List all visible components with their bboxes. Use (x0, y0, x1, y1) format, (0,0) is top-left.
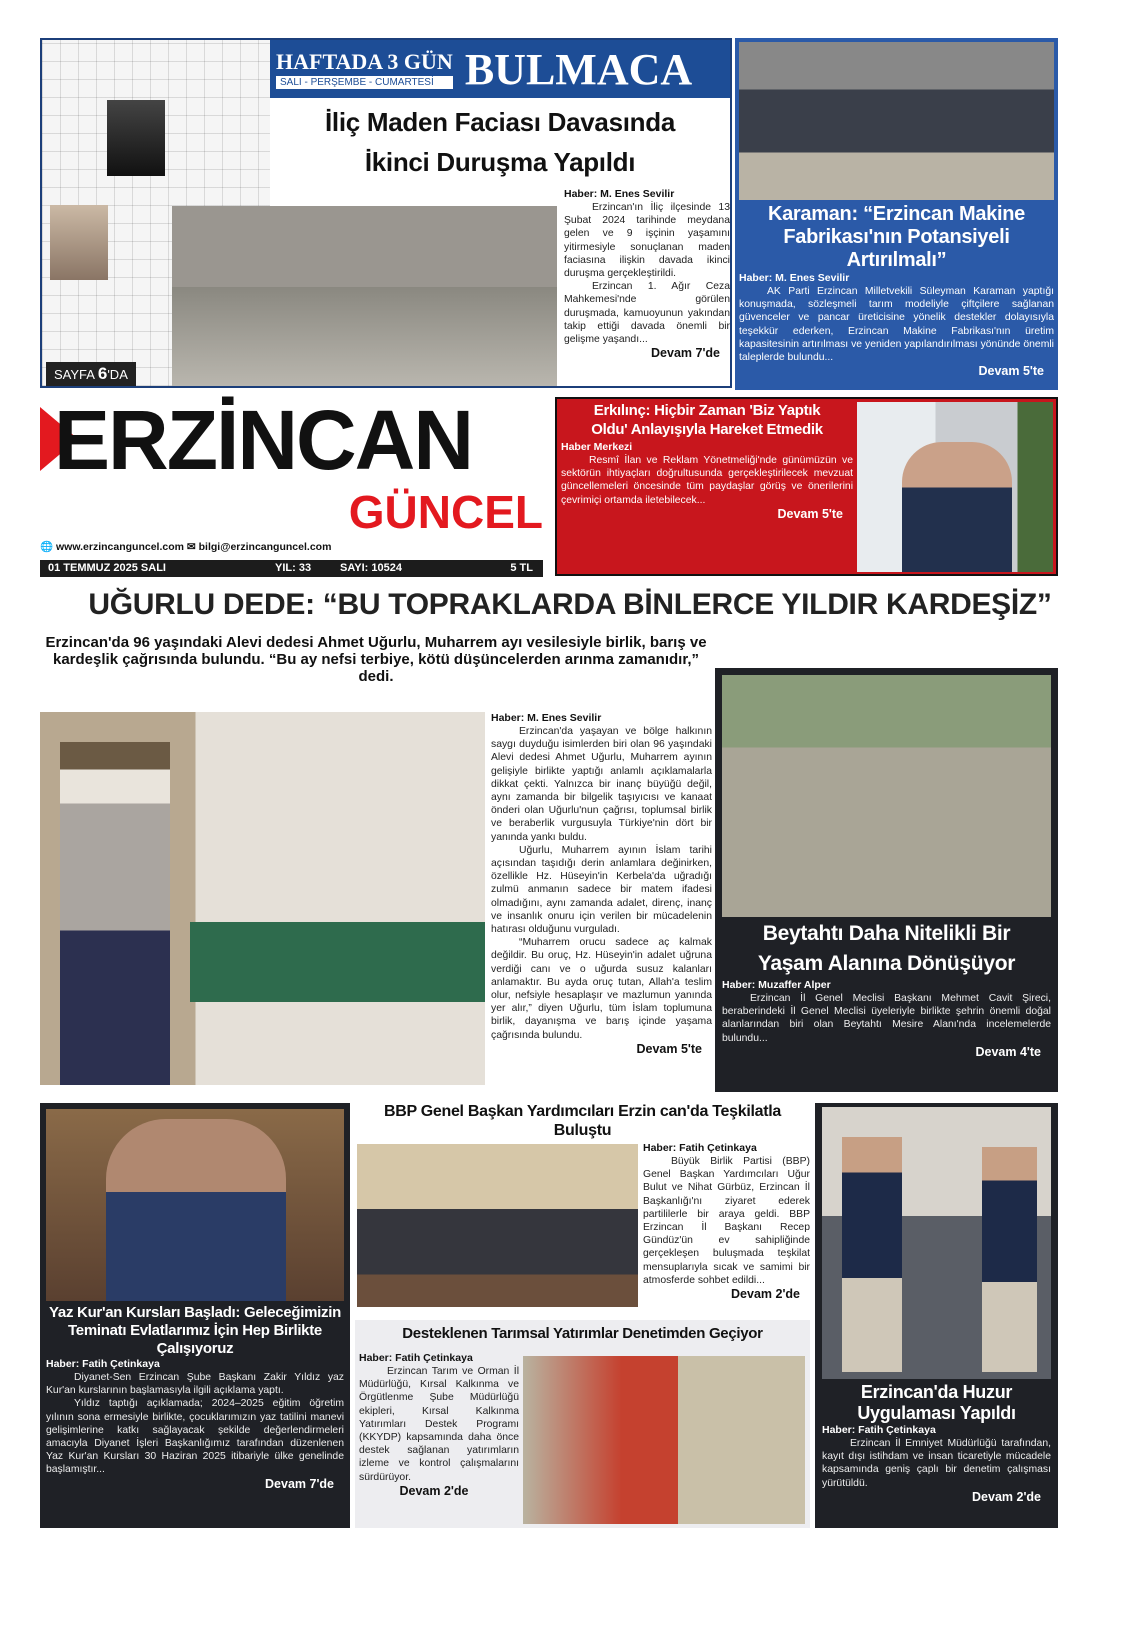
erkilinc-photo (857, 402, 1053, 572)
continue-link[interactable]: Devam 7'de (265, 1476, 334, 1491)
continue-link[interactable]: Devam 7'de (651, 346, 720, 361)
masthead (40, 395, 545, 555)
main-lead: Erzincan'da 96 yaşındaki Alevi dedesi Ahmet Uğurlu, Muharrem ayı vesilesiyle birlik, barış ve kardeşlik çağrısında bulundu. “Bu ay nefsi terbiye, kötü düşüncelerden arınma zamanıdır,” dedi. (45, 634, 707, 685)
continue-link[interactable]: Devam 5'te (777, 506, 843, 521)
byline: Haber: M. Enes Sevilir (564, 188, 675, 200)
karaman-headline: Karaman: “Erzincan Makine Fabrikası'nın Potansiyeli Artırılmalı” (767, 203, 1026, 271)
table-cloth (190, 922, 485, 1002)
karaman-story (735, 38, 1058, 390)
byline: Haber: M. Enes Sevilir (491, 712, 602, 724)
officer-figure (982, 1147, 1037, 1372)
kuran-photo (46, 1109, 344, 1301)
officer-figure (842, 1137, 902, 1372)
globe-icon: 🌐 (40, 541, 54, 553)
page-ref-label: SAYFA 6'DA (46, 362, 136, 386)
continue-link[interactable]: Devam 2'de (731, 1287, 800, 1302)
person-figure (902, 442, 1012, 572)
continue-link[interactable]: Devam 5'te (978, 364, 1044, 379)
byline: Haber Merkezi (561, 441, 633, 453)
issue-number: SAYI: 10524 (340, 562, 402, 574)
continue-link[interactable]: Devam 2'de (972, 1489, 1041, 1504)
bbp-photo (357, 1144, 638, 1307)
date-bar (40, 560, 543, 577)
main-headline: UĞURLU DEDE: “BU TOPRAKLARDA BİNLERCE YILDIR KARDEŞİZ” (88, 588, 1052, 621)
byline: Haber: Muzaffer Alper (722, 979, 831, 991)
main-photo (40, 712, 485, 1085)
ilic-photo (172, 206, 557, 386)
issue-year: YIL: 33 (275, 562, 312, 574)
bbp-headline: BBP Genel Başkan Yardımcıları Erzin can'da Teşkilatla Buluştu (384, 1103, 781, 1139)
erkilinc-story (555, 397, 1058, 576)
karaman-photo (739, 42, 1054, 200)
byline: Haber: Fatih Çetinkaya (46, 1358, 160, 1370)
paragraph: “Muharrem orucu sadece aç kalmak değildir. Bu oruç, Hz. Hüseyin'in adalet uğruna verdiği canı ve o uğurda susuz kalanları anlamaktır. Bu ayda oruç tutan, Allah'a teslim olur, nefsiyle hesaplaşır ve mazlumun yanında yer alır,” diyen Uğurlu, tüm İslam toplumuna birlik, dayanışma ve barış içinde yaşama çağrısında bulundu. (491, 937, 712, 1041)
banner-days: SALI - PERŞEMBE - CUMARTESİ (276, 76, 453, 89)
huzur-headline: Erzincan'da Huzur Uygulaması Yapıldı (857, 1382, 1016, 1423)
website-link[interactable]: www.erzincanguncel.com (56, 541, 184, 553)
ilic-story (40, 38, 732, 388)
person-figure (106, 1119, 286, 1301)
tarim-story (355, 1320, 810, 1528)
paragraph: Diyanet-Sen Erzincan Şube Başkanı Zakir Yıldız yaz Kur'an kurslarının başlamasıyla ilgili açıklama yaptı. (46, 1372, 344, 1397)
issue-date: 01 TEMMUZ 2025 SALI (48, 562, 166, 574)
banner-top: HAFTADA 3 GÜN (276, 48, 453, 74)
paragraph: Erzincan 1. Ağır Ceza Mahkemesi'nde görülen duruşmada, kamuoyunun yakından takip ettiği davada önemli bir gelişme yaşandı... (564, 281, 730, 346)
tarim-headline: Desteklenen Tarımsal Yatırımlar Denetimden Geçiyor (402, 1325, 763, 1342)
continue-link[interactable]: Devam 4'te (975, 1044, 1041, 1059)
paragraph: Erzincan İl Genel Meclisi Başkanı Mehmet Cavit Şireci, beraberindeki İl Genel Meclisi üyeleriyle birlikte şehrin önemli doğal alanlarından biri olan Beytahtı Mesire Alanı'nda incelemelerde bulundu... (722, 993, 1051, 1044)
tarim-photo (523, 1356, 805, 1524)
portrait-photo (107, 100, 165, 176)
paragraph: Erzincan'da yaşayan ve bölge halkının saygı duyduğu isimlerden biri olan 96 yaşındaki Alevi dedesi Ahmet Uğurlu, Muharrem ayının gelişiyle birlikte yaptığı anlamlı açıklamalarla dikkat çekti. Yalnızca bir inanç büyüğü değil, aynı zamanda bir bilgelik taşıyıcısı ve kanaat önderi olan Uğurlu'nun çağrısı, toplumsal birlik ve beraberlik vurgusuyla Türkiye'nin dört bir yanında yankı buldu. (491, 726, 712, 843)
logo-guncel: GÜNCEL (348, 486, 543, 538)
paragraph: AK Parti Erzincan Milletvekili Süleyman Karaman yaptığı konuşmada, sözleşmeli tarım modeliyle çiftçilere sağlanan güvenceler ve pancar üreticisine yönelik destekler dolayısıyla teşekkür ederken, Erzincan Makine Fabrikası'nın üretim kapasitesinin artırılması ve yeniden yapılandırılması yönünde önemli taleplerde bulundu... (739, 286, 1054, 364)
byline: Haber: Fatih Çetinkaya (643, 1142, 757, 1154)
paragraph: Erzincan İl Emniyet Müdürlüğü tarafından, kayıt dışı istihdam ve insan ticaretiyle mücadele kapsamında geniş çaplı bir denetim çalışması yürütüldü. (822, 1438, 1051, 1489)
beytahti-headline: Beytahtı Daha Nitelikli Bir Yaşam Alanına Dönüşüyor (757, 922, 1016, 975)
email-icon: ✉ (186, 541, 196, 553)
issue-price: 5 TL (510, 562, 533, 574)
banner-title: BULMACA (464, 44, 693, 94)
huzur-story (815, 1103, 1058, 1528)
kuran-story (40, 1103, 350, 1528)
paragraph: Erzincan Tarım ve Orman İl Müdürlüğü, Kırsal Kalkınma ve Örgütlenme Şube Müdürlüğü ekipleri, Kırsal Kalkınma Yatırımları Destek Programı (KKYDP) kapsamında daha önce destek sağlanan yatırımların izleme ve kontrol çalışmalarını sürdürüyor. (359, 1366, 519, 1483)
byline: Haber: Fatih Çetinkaya (822, 1424, 936, 1436)
bulmaca-banner (270, 40, 730, 98)
portrait-photo (50, 205, 108, 280)
logo-erzincan: ERZİNCAN (54, 393, 472, 487)
paragraph: Uğurlu, Muharrem ayının İslam tarihi açısından taşıdığı derin anlamlara değinirken, özellikle Hz. Hüseyin'in Kerbela'da uğradığı zulmü anmanın sadece bir matem ifadesi olmadığını, aynı zamanda adalet, direnç, inanç ve insanlık onuru için verilen bir mücadelenin hatırası olduğunu vurguladı. (491, 844, 712, 936)
paragraph: Erzincan'ın İliç ilçesinde 13 Şubat 2024 tarihinde meydana gelen ve 9 işçinin yaşamını yitirmesiyle sonuçlanan maden faciasına ilişkin davada ikinci duruşma gerçekleştirildi. (564, 202, 730, 280)
byline: Haber: M. Enes Sevilir (739, 272, 850, 284)
kuran-headline: Yaz Kur'an Kursları Başladı: Geleceğimizin Teminatı Evlatlarımız İçin Hep Birlikte Çalışıyoruz (49, 1304, 341, 1357)
beytahti-story (715, 668, 1058, 1092)
byline: Haber: Fatih Çetinkaya (359, 1352, 473, 1364)
beytahti-photo (722, 675, 1051, 917)
paragraph: Büyük Birlik Partisi (BBP) Genel Başkan Yardımcıları Uğur Bulut ve Nihat Gürbüz, Erzincan İl Başkanlığı'nı ziyaret ederek partililerle bir araya geldi. BBP Erzincan İl Başkanı Recep Gündüz'ün ev sahipliğinde gerçekleşen buluşmada teşkilat mensuplarıyla sıcak ve samimi bir atmosferde sohbet edildi... (643, 1156, 810, 1286)
paragraph: Yıldız taptığı açıklamada; 2024–2025 eğitim öğretim yılının sona ermesiyle birlikte, çocuklarımızın yaz tatilini manevi gelişimlerine katkı sağlayacak şekilde değerlendirmeleri amacıyla Diyanet İşleri Başkanlığımız tarafından düzenlenen Yaz Kur'an Kursları 30 Haziran 2025 itibariyle ülke genelinde başlamıştır... (46, 1398, 344, 1476)
erkilinc-headline: Erkılınç: Hiçbir Zaman 'Biz Yaptık Oldu' Anlayışıyla Hareket Etmedik (591, 402, 823, 438)
continue-link[interactable]: Devam 2'de (399, 1483, 469, 1498)
huzur-photo (822, 1107, 1051, 1379)
paragraph: Resmî İlan ve Reklam Yönetmeliği'nde günümüzün ve sektörün ihtiyaçları doğrultusunda gerçekleştirilecek mevzuat güncellemeleri öncesinde tüm paydaşlar görüş ve önerilerini çevrimiçi ortamda iletebilecek... (561, 455, 853, 506)
elder-figure (60, 742, 170, 1085)
email-link[interactable]: bilgi@erzincanguncel.com (198, 541, 332, 553)
ilic-headline: İliç Maden Faciası Davasında İkinci Duruşma Yapıldı (325, 107, 675, 177)
continue-link[interactable]: Devam 5'te (636, 1041, 702, 1056)
